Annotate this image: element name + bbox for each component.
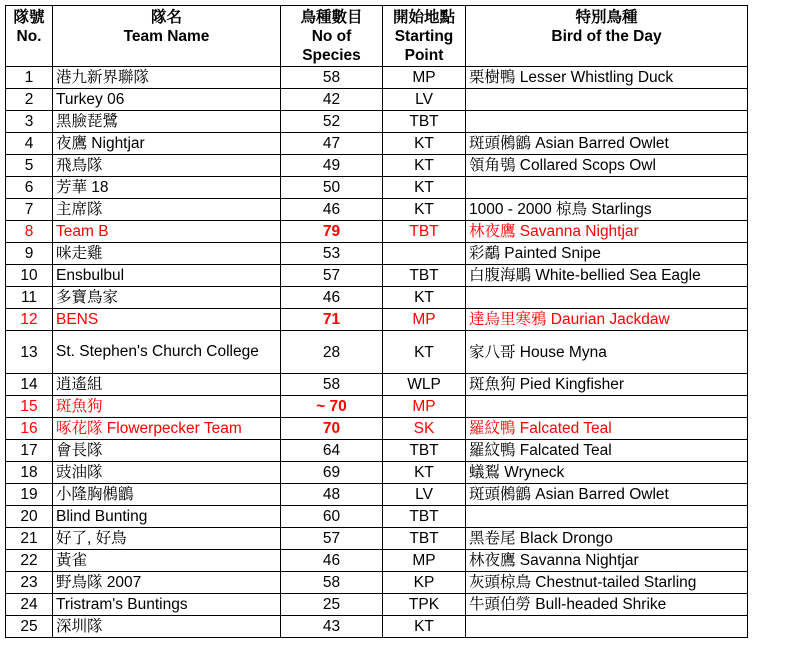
table-row — [6, 221, 748, 243]
starting-point-cell: KT — [383, 133, 466, 155]
team-name-cell: 多寶鳥家 — [53, 287, 281, 309]
team-number-cell: 6 — [6, 177, 53, 199]
team-name-cell: 飛鳥隊 — [53, 155, 281, 177]
table-row — [6, 616, 748, 638]
bird-of-the-day-cell: 林夜鷹 Savanna Nightjar — [466, 221, 748, 243]
header-starting-point-en2: Point — [404, 47, 444, 64]
bird-of-the-day-cell: 彩鷸 Painted Snipe — [466, 243, 748, 265]
species-count-cell: 70 — [281, 418, 383, 440]
species-count-cell: 52 — [281, 111, 383, 133]
team-name-cell: 咪走雞 — [53, 243, 281, 265]
bird-of-the-day-cell — [466, 111, 748, 133]
species-count-cell: 58 — [281, 374, 383, 396]
header-starting-point — [383, 6, 466, 67]
starting-point-cell: TBT — [383, 221, 466, 243]
table-row — [6, 177, 748, 199]
team-name-cell: 逍遙組 — [53, 374, 281, 396]
team-number-cell: 10 — [6, 265, 53, 287]
starting-point-cell: TPK — [383, 594, 466, 616]
team-number-cell: 15 — [6, 396, 53, 418]
team-name-cell: BENS — [53, 309, 281, 331]
starting-point-cell: KT — [383, 616, 466, 638]
team-number-cell: 11 — [6, 287, 53, 309]
starting-point-cell: TBT — [383, 506, 466, 528]
results-table-container — [5, 5, 748, 638]
team-number-cell: 7 — [6, 199, 53, 221]
species-count-cell: 46 — [281, 287, 383, 309]
starting-point-cell: KT — [383, 177, 466, 199]
team-number-cell: 14 — [6, 374, 53, 396]
team-number-cell: 21 — [6, 528, 53, 550]
bird-of-the-day-cell: 林夜鷹 Savanna Nightjar — [466, 550, 748, 572]
team-name-cell: Tristram's Buntings — [53, 594, 281, 616]
table-row — [6, 418, 748, 440]
team-name-cell: 斑魚狗 — [53, 396, 281, 418]
team-name-cell: Turkey 06 — [53, 89, 281, 111]
bird-of-the-day-cell — [466, 396, 748, 418]
bird-of-the-day-cell: 斑頭鵂鶹 Asian Barred Owlet — [466, 484, 748, 506]
table-row — [6, 374, 748, 396]
team-number-cell: 24 — [6, 594, 53, 616]
header-starting-point-zh: 開始地點 — [392, 9, 455, 26]
species-count-cell: 71 — [281, 309, 383, 331]
table-row — [6, 462, 748, 484]
team-number-cell: 25 — [6, 616, 53, 638]
table-row — [6, 331, 748, 374]
header-team-number — [6, 6, 53, 67]
team-name-cell: 主席隊 — [53, 199, 281, 221]
table-row — [6, 309, 748, 331]
starting-point-cell: MP — [383, 309, 466, 331]
team-number-cell: 17 — [6, 440, 53, 462]
starting-point-cell: SK — [383, 418, 466, 440]
species-count-cell: 43 — [281, 616, 383, 638]
table-row — [6, 133, 748, 155]
starting-point-cell: KT — [383, 331, 466, 374]
table-row — [6, 550, 748, 572]
bird-of-the-day-cell: 栗樹鴨 Lesser Whistling Duck — [466, 67, 748, 89]
table-row — [6, 528, 748, 550]
team-number-cell: 2 — [6, 89, 53, 111]
team-name-cell: 黑臉琵鷺 — [53, 111, 281, 133]
table-row — [6, 484, 748, 506]
starting-point-cell: TBT — [383, 440, 466, 462]
team-name-cell: St. Stephen's Church College — [53, 331, 281, 374]
species-count-cell: 28 — [281, 331, 383, 374]
team-name-cell: Team B — [53, 221, 281, 243]
table-row — [6, 265, 748, 287]
species-count-cell: 60 — [281, 506, 383, 528]
team-number-cell: 5 — [6, 155, 53, 177]
header-species-count-en2: Species — [302, 47, 361, 64]
team-name-cell: 豉油隊 — [53, 462, 281, 484]
starting-point-cell: LV — [383, 89, 466, 111]
team-name-cell: 黃雀 — [53, 550, 281, 572]
team-number-cell: 9 — [6, 243, 53, 265]
header-team-name-en: Team Name — [123, 28, 210, 45]
species-count-cell: 79 — [281, 221, 383, 243]
starting-point-cell: KT — [383, 462, 466, 484]
header-bird-of-the-day-zh: 特別鳥種 — [575, 9, 638, 26]
team-number-cell: 3 — [6, 111, 53, 133]
species-count-cell: 57 — [281, 528, 383, 550]
bird-of-the-day-cell — [466, 616, 748, 638]
header-bird-of-the-day-en: Bird of the Day — [551, 28, 662, 45]
table-row — [6, 89, 748, 111]
starting-point-cell: KT — [383, 287, 466, 309]
team-name-cell: Ensbulbul — [53, 265, 281, 287]
header-team-name — [53, 6, 281, 67]
team-number-cell: 20 — [6, 506, 53, 528]
table-row — [6, 572, 748, 594]
starting-point-cell: MP — [383, 550, 466, 572]
species-count-cell: 42 — [281, 89, 383, 111]
team-name-cell: 小隆胸鵂鶹 — [53, 484, 281, 506]
team-name-cell: 啄花隊 Flowerpecker Team — [53, 418, 281, 440]
header-bird-of-the-day — [466, 6, 748, 67]
bird-of-the-day-cell: 蟻鴷 Wryneck — [466, 462, 748, 484]
header-species-count — [281, 6, 383, 67]
starting-point-cell: LV — [383, 484, 466, 506]
header-row — [6, 6, 748, 67]
team-number-cell: 12 — [6, 309, 53, 331]
bird-of-the-day-cell: 牛頭伯勞 Bull-headed Shrike — [466, 594, 748, 616]
bird-of-the-day-cell — [466, 177, 748, 199]
team-number-cell: 18 — [6, 462, 53, 484]
table-row — [6, 506, 748, 528]
bird-of-the-day-cell: 黑卷尾 Black Drongo — [466, 528, 748, 550]
species-count-cell: 46 — [281, 550, 383, 572]
team-number-cell: 4 — [6, 133, 53, 155]
starting-point-cell: MP — [383, 67, 466, 89]
team-number-cell: 16 — [6, 418, 53, 440]
header-species-count-en1: No of — [311, 28, 352, 45]
team-number-cell: 22 — [6, 550, 53, 572]
header-starting-point-en1: Starting — [394, 28, 454, 45]
starting-point-cell: MP — [383, 396, 466, 418]
starting-point-cell: KP — [383, 572, 466, 594]
species-count-cell: 58 — [281, 572, 383, 594]
header-team-number-en: No. — [16, 28, 42, 45]
table-row — [6, 243, 748, 265]
species-count-cell: ~ 70 — [281, 396, 383, 418]
table-row — [6, 67, 748, 89]
bird-race-results-table — [5, 5, 748, 638]
starting-point-cell: WLP — [383, 374, 466, 396]
header-team-name-zh: 隊名 — [150, 9, 182, 26]
starting-point-cell — [383, 243, 466, 265]
bird-of-the-day-cell: 白腹海鵰 White-bellied Sea Eagle — [466, 265, 748, 287]
table-row — [6, 199, 748, 221]
starting-point-cell: TBT — [383, 528, 466, 550]
species-count-cell: 50 — [281, 177, 383, 199]
header-team-number-zh: 隊號 — [13, 9, 45, 26]
team-name-cell: 野鳥隊 2007 — [53, 572, 281, 594]
species-count-cell: 47 — [281, 133, 383, 155]
table-row — [6, 594, 748, 616]
team-name-cell: 港九新界聯隊 — [53, 67, 281, 89]
species-count-cell: 58 — [281, 67, 383, 89]
bird-of-the-day-cell: 達烏里寒鴉 Daurian Jackdaw — [466, 309, 748, 331]
starting-point-cell: TBT — [383, 111, 466, 133]
team-number-cell: 13 — [6, 331, 53, 374]
species-count-cell: 57 — [281, 265, 383, 287]
header-species-count-zh: 鳥種數目 — [300, 9, 363, 26]
team-name-cell: 好了, 好鳥 — [53, 528, 281, 550]
bird-of-the-day-cell: 羅紋鴨 Falcated Teal — [466, 418, 748, 440]
bird-of-the-day-cell: 斑頭鵂鶹 Asian Barred Owlet — [466, 133, 748, 155]
species-count-cell: 48 — [281, 484, 383, 506]
bird-of-the-day-cell — [466, 506, 748, 528]
species-count-cell: 49 — [281, 155, 383, 177]
team-number-cell: 1 — [6, 67, 53, 89]
starting-point-cell: TBT — [383, 265, 466, 287]
team-name-cell: 夜鷹 Nightjar — [53, 133, 281, 155]
species-count-cell: 69 — [281, 462, 383, 484]
species-count-cell: 25 — [281, 594, 383, 616]
team-name-cell: 芳華 18 — [53, 177, 281, 199]
species-count-cell: 46 — [281, 199, 383, 221]
bird-of-the-day-cell: 斑魚狗 Pied Kingfisher — [466, 374, 748, 396]
species-count-cell: 64 — [281, 440, 383, 462]
table-row — [6, 111, 748, 133]
team-name-cell: Blind Bunting — [53, 506, 281, 528]
table-row — [6, 396, 748, 418]
results-table-body — [6, 67, 748, 638]
bird-of-the-day-cell — [466, 89, 748, 111]
team-name-cell: 深圳隊 — [53, 616, 281, 638]
bird-of-the-day-cell: 羅紋鴨 Falcated Teal — [466, 440, 748, 462]
starting-point-cell: KT — [383, 155, 466, 177]
team-name-cell: 會長隊 — [53, 440, 281, 462]
team-number-cell: 23 — [6, 572, 53, 594]
bird-of-the-day-cell: 領角鴞 Collared Scops Owl — [466, 155, 748, 177]
team-number-cell: 19 — [6, 484, 53, 506]
table-row — [6, 287, 748, 309]
starting-point-cell: KT — [383, 199, 466, 221]
bird-of-the-day-cell — [466, 287, 748, 309]
table-row — [6, 440, 748, 462]
table-row — [6, 155, 748, 177]
species-count-cell: 53 — [281, 243, 383, 265]
bird-of-the-day-cell: 灰頭椋鳥 Chestnut-tailed Starling — [466, 572, 748, 594]
bird-of-the-day-cell: 1000 - 2000 椋鳥 Starlings — [466, 199, 748, 221]
team-number-cell: 8 — [6, 221, 53, 243]
bird-of-the-day-cell: 家八哥 House Myna — [466, 331, 748, 374]
